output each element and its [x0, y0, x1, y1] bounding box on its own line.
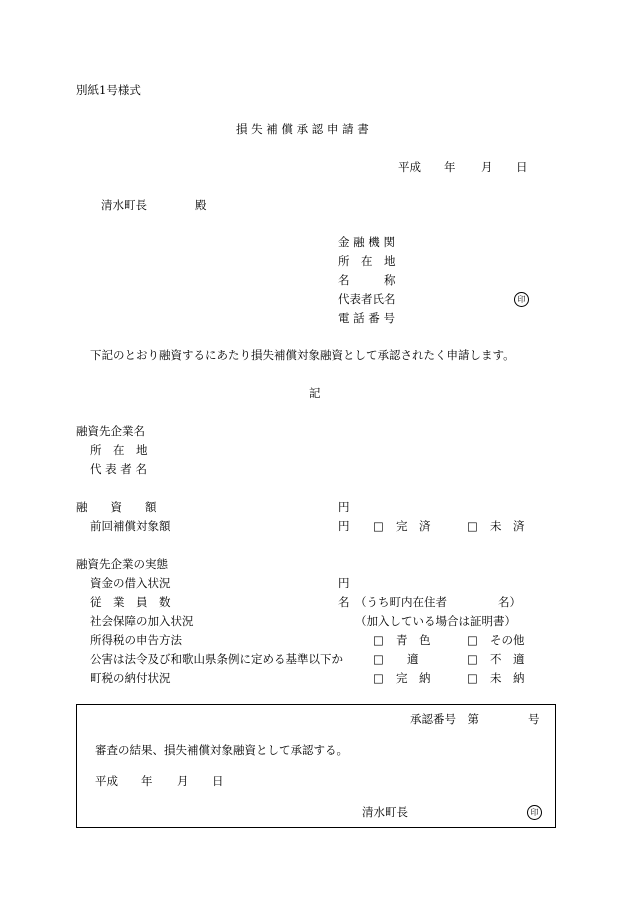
date-month: 月: [481, 160, 493, 174]
completed-option: 完 済: [396, 519, 431, 533]
status-heading: 融資先企業の実態: [76, 557, 168, 571]
yen-unit: 円: [338, 500, 350, 514]
date-day: 日: [516, 160, 528, 174]
other-option: その他: [490, 633, 525, 647]
residents-label: （うち町内在住者: [355, 595, 447, 609]
town-tax-label: 町税の納付状況: [90, 671, 171, 685]
persons-unit: 名: [338, 595, 350, 609]
approval-text: 審査の結果、損失補償対象融資として承認する。: [95, 743, 348, 757]
inappropriate-option: 不 適: [490, 652, 525, 666]
ki-heading: 記: [309, 386, 321, 400]
addressee-honorific: 殿: [195, 198, 207, 212]
borrowing-label: 資金の借入状況: [90, 576, 171, 590]
approval-year: 年: [141, 774, 153, 788]
blue-option: 青 色: [396, 633, 431, 647]
employees-label: 従 業 員 数: [90, 595, 171, 609]
borrower-representative: 代 表 者 名: [90, 462, 147, 476]
paid-option: 完 納: [396, 671, 431, 685]
prev-amount-label: 前回補償対象額: [90, 519, 171, 533]
applicant-name-label: 名 称: [338, 273, 396, 287]
social-label: 社会保障の加入状況: [90, 614, 194, 628]
approval-number-label: 承認番号 第: [410, 712, 479, 726]
borrower-address: 所 在 地: [90, 443, 148, 457]
checkbox[interactable]: □: [373, 519, 384, 533]
approval-box: [76, 704, 556, 828]
approval-month: 月: [177, 774, 189, 788]
loan-amount-label: 融 資 額: [76, 500, 157, 514]
approval-day: 日: [212, 774, 224, 788]
document-title: 損 失 補 償 承 認 申 請 書: [236, 122, 369, 136]
checkbox[interactable]: □: [373, 671, 384, 685]
checkbox[interactable]: □: [467, 633, 478, 647]
pollution-label: 公害は法令及び和歌山県条例に定める基準以下か: [90, 652, 343, 666]
social-note: （加入している場合は証明書）: [355, 614, 516, 628]
form-id: 別紙1号様式: [76, 83, 141, 97]
tax-method-label: 所得税の申告方法: [90, 633, 182, 647]
approval-era: 平成: [95, 774, 118, 788]
seal-icon: 印: [527, 805, 542, 820]
not-completed-option: 未 済: [490, 519, 525, 533]
checkbox[interactable]: □: [373, 633, 384, 647]
yen-unit: 円: [338, 519, 350, 533]
unpaid-option: 未 納: [490, 671, 525, 685]
seal-icon: 印: [514, 292, 529, 307]
date-era: 平成: [398, 160, 421, 174]
borrower-heading: 融資先企業名: [76, 424, 145, 438]
checkbox[interactable]: □: [467, 671, 478, 685]
yen-unit: 円: [338, 576, 350, 590]
approval-mayor: 清水町長: [362, 805, 408, 819]
date-year: 年: [444, 160, 456, 174]
checkbox[interactable]: □: [467, 652, 478, 666]
appropriate-option: 適: [407, 652, 419, 666]
intro-text: 下記のとおり融資するにあたり損失補償対象融資として承認されたく申請します。: [90, 348, 515, 362]
approval-number-suffix: 号: [528, 712, 540, 726]
checkbox[interactable]: □: [467, 519, 478, 533]
applicant-address-label: 所 在 地: [338, 254, 396, 268]
institution-label: 金 融 機 関: [338, 235, 395, 249]
representative-label: 代表者氏名: [338, 292, 396, 306]
phone-label: 電 話 番 号: [338, 311, 395, 325]
residents-end: 名）: [498, 595, 521, 609]
checkbox[interactable]: □: [373, 652, 384, 666]
addressee-name: 清水町長: [101, 198, 147, 212]
